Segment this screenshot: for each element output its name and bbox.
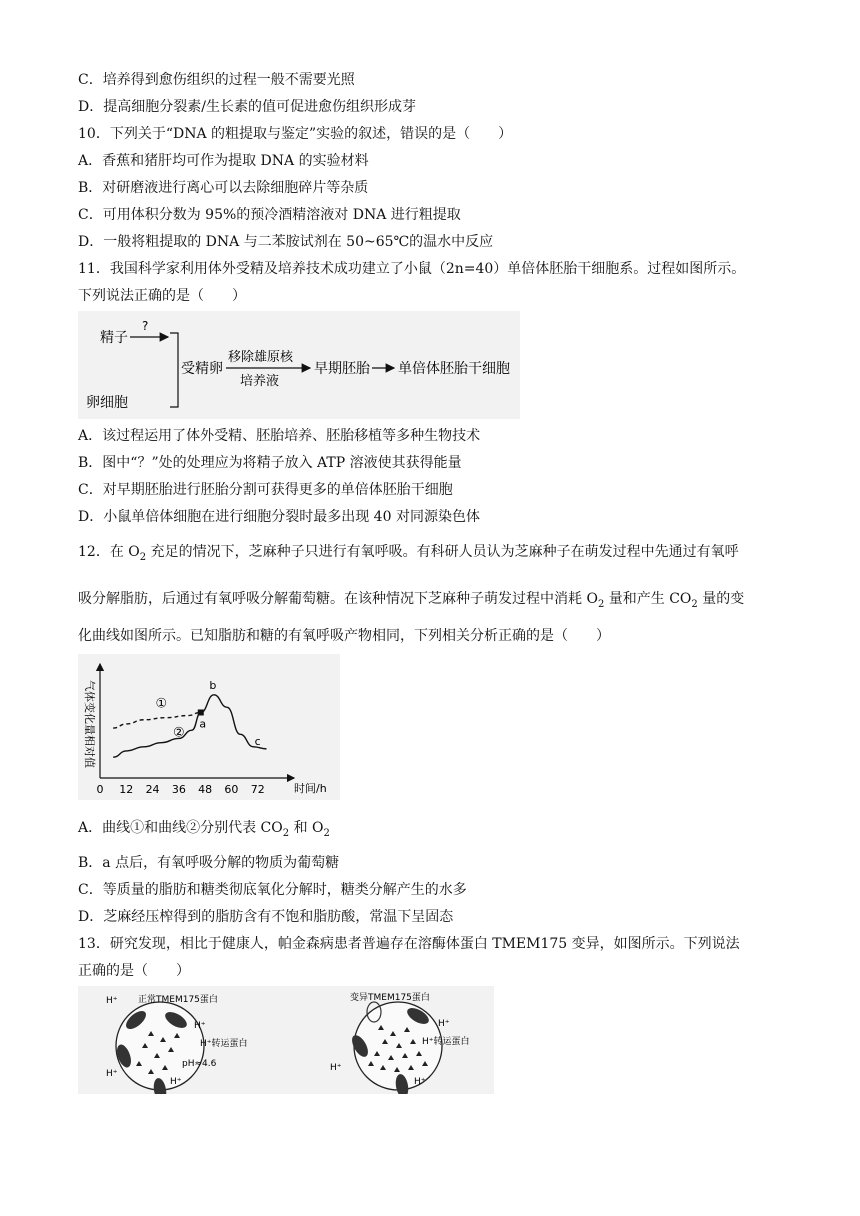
- culture-medium-label: 培养液: [240, 374, 280, 389]
- q12-option-c: C．等质量的脂肪和糖类彻底氧化分解时，糖类分解产生的水多: [78, 882, 467, 898]
- x-tick-label: 72: [250, 783, 265, 796]
- q12-option-a: A．曲线①和曲线②分别代表 $CO_2$ 和 $O_2$: [78, 820, 330, 839]
- q11-stem-line1: 11．我国科学家利用体外受精及培养技术成功建立了小鼠（2n=40）单倍体胚胎干细胞系。过程如图所示。: [78, 261, 746, 277]
- h-ion-label: H⁺: [194, 1021, 206, 1031]
- ph-label: pH≈4.6: [182, 1059, 217, 1069]
- stem-cell-label: 单倍体胚胎干细胞: [398, 361, 510, 377]
- q13-stem-line1: 13．研究发现，相比于健康人，帕金森病患者普遍存在溶酶体蛋白 TMEM175 变异，如图所示。下列说法: [78, 936, 740, 952]
- h-ion-label: H⁺: [414, 1077, 426, 1087]
- q12-option-d: D．芝麻经压榨得到的脂肪含有不饱和脂肪酸，常温下呈固态: [78, 909, 454, 925]
- transporter-label: H⁺转运蛋白: [422, 1037, 470, 1047]
- x-tick-label: 36: [171, 783, 186, 796]
- gas-change-chart: [78, 654, 340, 800]
- early-embryo-label: 早期胚胎: [314, 361, 370, 377]
- point-label-c: c: [254, 734, 261, 748]
- y-axis-label: 气体变化量相对值: [83, 680, 96, 768]
- q10-stem: 10．下列关于“DNA 的粗提取与鉴定”实验的叙述，错误的是（ ）: [78, 126, 513, 142]
- q12-stem-line1: 12．在 $O_2$ 充足的情况下，芝麻种子只进行有氧呼吸。有科研人员认为芝麻种子在萌发过程中先通过有氧呼: [78, 544, 739, 563]
- h-ion-label: H⁺: [170, 1077, 182, 1087]
- x-tick-label: 0: [96, 783, 104, 796]
- q12-chart: [78, 654, 340, 800]
- x-axis-label: 时间/h: [294, 782, 327, 795]
- q10-option-a: A．香蕉和猪肝均可作为提取 DNA 的实验材料: [78, 153, 369, 169]
- q12-stem-line3: 化曲线如图所示。已知脂肪和糖的有氧呼吸产物相同，下列相关分析正确的是（ ）: [78, 628, 610, 644]
- q10-option-d: D．一般将粗提取的 DNA 与二苯胺试剂在 50~65℃的温水中反应: [78, 234, 494, 250]
- series-line-1: [113, 712, 201, 728]
- q12-stem-line2: 吸分解脂肪，后通过有氧呼吸分解葡萄糖。在该种情况下芝麻种子萌发过程中消耗 $O_2$ 量和产生 $CO_2$ 量的变: [78, 591, 745, 610]
- x-tick-label: 48: [198, 783, 213, 796]
- point-a-marker: [198, 709, 204, 715]
- h-ion-label: H⁺: [106, 1069, 118, 1079]
- x-tick-label: 24: [145, 783, 160, 796]
- h-ion-label: H⁺: [106, 996, 118, 1006]
- q13-stem-line2: 正确的是（ ）: [78, 963, 190, 979]
- q13-lysosome-diagram: [78, 986, 494, 1094]
- h-ion-label: H⁺: [330, 1063, 342, 1073]
- q12-option-b: B．a 点后，有氧呼吸分解的物质为葡萄糖: [78, 855, 340, 871]
- question-mark: ?: [142, 319, 149, 333]
- q11-stem-line2: 下列说法正确的是（ ）: [78, 288, 246, 304]
- point-label-b: b: [209, 678, 217, 692]
- normal-protein-label: 正常TMEM175蛋白: [138, 995, 218, 1005]
- merge-bracket: [170, 333, 178, 407]
- point-label-a: a: [199, 717, 207, 731]
- q11-option-a: A．该过程运用了体外受精、胚胎培养、胚胎移植等多种生物技术: [78, 428, 481, 444]
- normal-lysosome: [116, 1002, 204, 1090]
- x-tick-label: 60: [224, 783, 239, 796]
- q11-option-d: D．小鼠单倍体细胞在进行细胞分裂时最多出现 40 对同源染色体: [78, 509, 480, 525]
- x-tick-label: 12: [119, 783, 134, 796]
- q11-option-c: C．对早期胚胎进行胚胎分割可获得更多的单倍体胚胎干细胞: [78, 482, 453, 498]
- series-line-2: [113, 695, 266, 757]
- q10-option-b: B．对研磨液进行离心可以去除细胞碎片等杂质: [78, 180, 369, 196]
- q11-option-b: B．图中“？”处的处理应为将精子放入 ATP 溶液使其获得能量: [78, 455, 462, 471]
- series-label-2: ②: [173, 725, 185, 741]
- sperm-label: 精子: [100, 330, 128, 346]
- q10-option-c: C．可用体积分数为 95%的预冷酒精溶液对 DNA 进行粗提取: [78, 207, 461, 223]
- h-ion-label: H⁺: [438, 1019, 450, 1029]
- egg-label: 卵细胞: [86, 395, 128, 411]
- fertilized-egg-label: 受精卵: [181, 361, 223, 377]
- remove-nucleus-label: 移除雄原核: [228, 350, 294, 365]
- q9-option-d: D．提高细胞分裂素/生长素的值可促进愈伤组织形成芽: [78, 99, 416, 115]
- series-label-1: ①: [155, 696, 168, 712]
- transporter-label: H⁺转运蛋白: [200, 1039, 248, 1049]
- mutant-protein-label: 变异TMEM175蛋白: [350, 993, 430, 1003]
- q9-option-c: C．培养得到愈伤组织的过程一般不需要光照: [78, 72, 355, 88]
- q11-flow-diagram: [78, 311, 520, 419]
